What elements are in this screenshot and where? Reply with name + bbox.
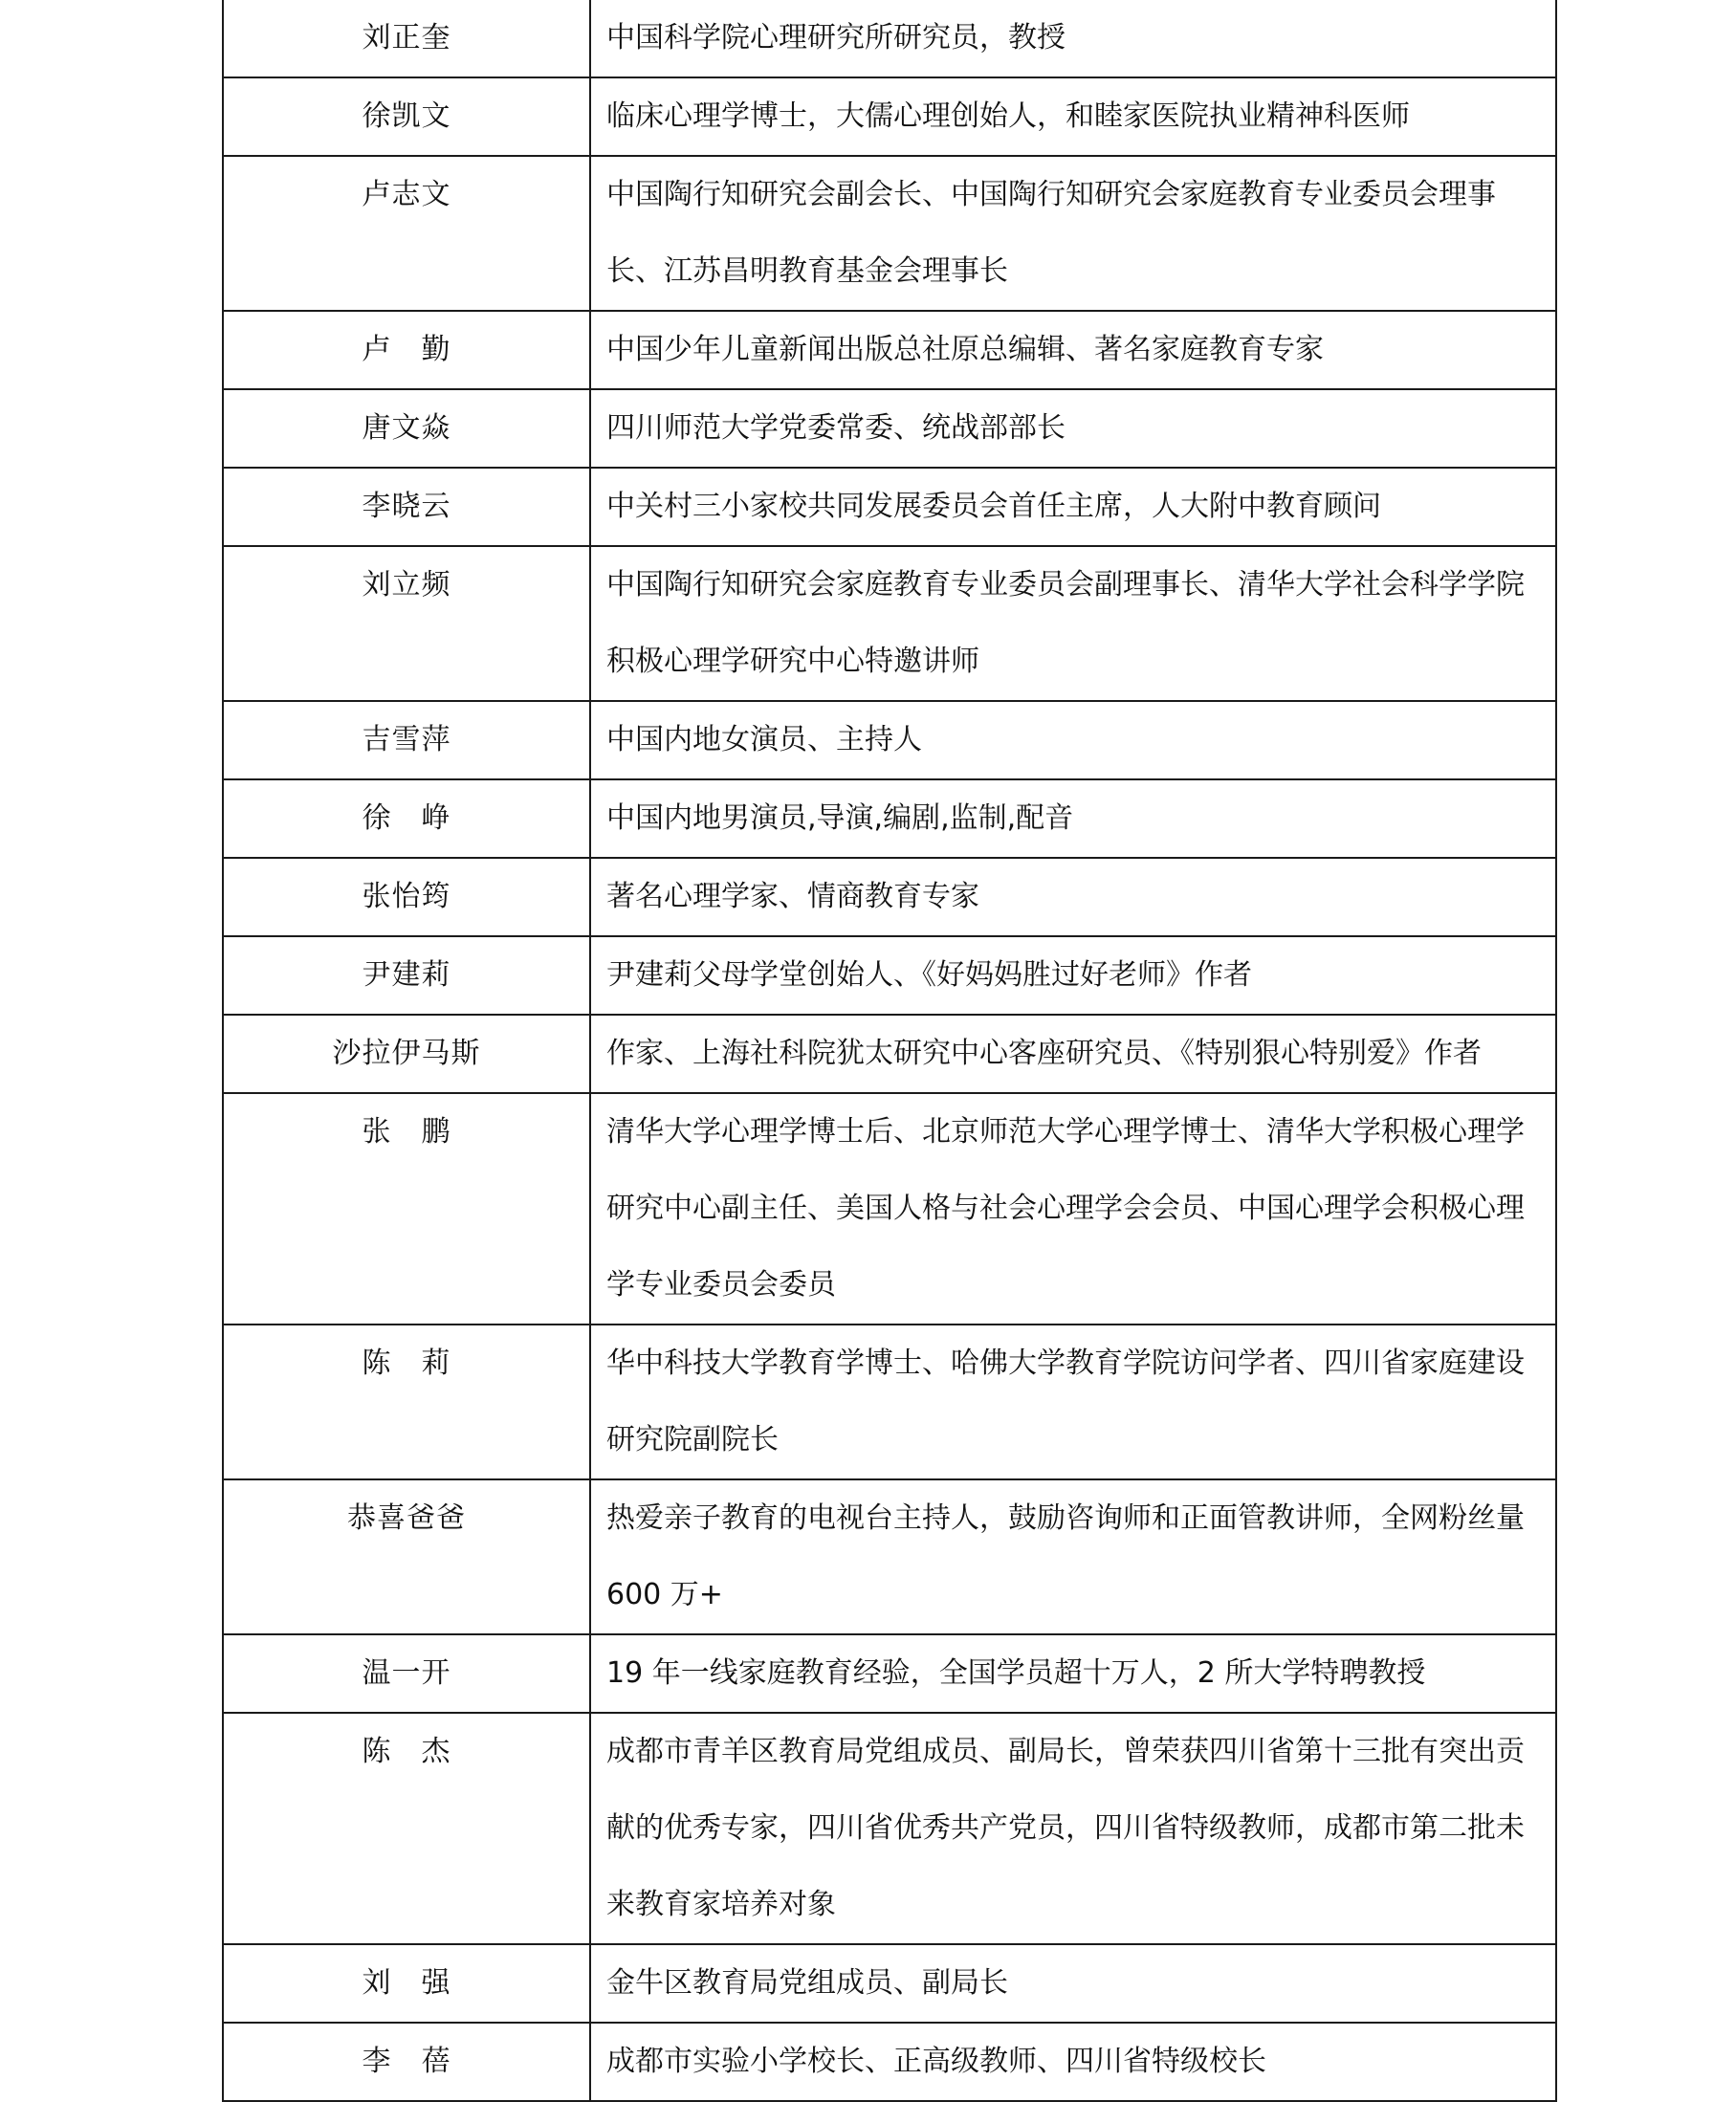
name-cell [223,1325,590,1479]
desc-cell [590,77,1556,156]
table-row [223,2023,1556,2101]
desc-cell [590,701,1556,779]
table-row [223,701,1556,779]
expert-name: 徐凯文 [362,99,451,133]
expert-name: 温一开 [362,1656,451,1690]
table-row [223,858,1556,936]
expert-description: 中国陶行知研究会副会长、中国陶行知研究会家庭教育专业委员会理事长、江苏昌明教育基金会理事长 [606,178,1496,288]
desc-cell [590,2023,1556,2101]
name-cell [223,1944,590,2023]
expert-description: 19 年一线家庭教育经验，全国学员超十万人，2 所大学特聘教授 [606,1656,1426,1690]
table-row [223,468,1556,546]
table-row [223,311,1556,389]
expert-name: 吉雪萍 [362,723,451,756]
name-cell [223,701,590,779]
expert-description: 热爱亲子教育的电视台主持人，鼓励咨询师和正面管教讲师，全网粉丝量 600 万+ [606,1501,1525,1611]
name-cell [223,468,590,546]
expert-description: 华中科技大学教育学博士、哈佛大学教育学院访问学者、四川省家庭建设研究院副院长 [606,1347,1525,1456]
name-cell [223,858,590,936]
expert-name: 尹建莉 [362,958,451,992]
desc-cell [590,1713,1556,1944]
name-cell [223,0,590,77]
expert-description: 清华大学心理学博士后、北京师范大学心理学博士、清华大学积极心理学研究中心副主任、美国人格与社会心理学会会员、中国心理学会积极心理学专业委员会委员 [606,1115,1525,1302]
table-row [223,546,1556,701]
expert-description: 作家、上海社科院犹太研究中心客座研究员、《特别狠心特别爱》作者 [606,1037,1482,1070]
expert-name: 卢 勤 [362,333,451,366]
expert-name: 徐 峥 [362,801,451,835]
name-cell [223,389,590,468]
desc-cell [590,546,1556,701]
expert-description: 中国陶行知研究会家庭教育专业委员会副理事长、清华大学社会科学学院积极心理学研究中心特邀讲师 [606,568,1525,678]
table-row [223,1015,1556,1093]
name-cell [223,1479,590,1634]
expert-description: 四川师范大学党委常委、统战部部长 [606,411,1066,445]
table-row [223,1713,1556,1944]
desc-cell [590,389,1556,468]
expert-name: 陈 杰 [362,1735,451,1768]
expert-description: 成都市青羊区教育局党组成员、副局长，曾荣获四川省第十三批有突出贡献的优秀专家，四川省优秀共产党员，四川省特级教师，成都市第二批未来教育家培养对象 [606,1735,1525,1921]
expert-name: 刘 强 [362,1966,451,2000]
table-row [223,77,1556,156]
expert-description: 中国科学院心理研究所研究员，教授 [606,21,1066,55]
desc-cell [590,779,1556,858]
desc-cell [590,1015,1556,1093]
table-row [223,1634,1556,1713]
table-row [223,1944,1556,2023]
name-cell [223,77,590,156]
expert-description: 中国内地女演员、主持人 [606,723,922,756]
desc-cell [590,1634,1556,1713]
expert-name: 刘正奎 [362,21,451,55]
table-row [223,1479,1556,1634]
name-cell [223,1634,590,1713]
table-row [223,389,1556,468]
desc-cell [590,311,1556,389]
table-row [223,1093,1556,1325]
name-cell [223,779,590,858]
expert-description: 临床心理学博士，大儒心理创始人，和睦家医院执业精神科医师 [606,99,1410,133]
expert-table [222,0,1557,2102]
name-cell [223,1015,590,1093]
table-row [223,0,1556,77]
expert-description: 著名心理学家、情商教育专家 [606,880,979,913]
expert-name: 李 蓓 [362,2045,451,2078]
desc-cell [590,0,1556,77]
expert-name: 唐文焱 [362,411,451,445]
expert-name: 刘立频 [362,568,451,602]
expert-name: 卢志文 [362,178,451,211]
expert-name: 陈 莉 [362,1347,451,1380]
table-row [223,1325,1556,1479]
expert-description: 成都市实验小学校长、正高级教师、四川省特级校长 [606,2045,1266,2078]
desc-cell [590,468,1556,546]
desc-cell [590,1944,1556,2023]
expert-description: 中国内地男演员,导演,编剧,监制,配音 [606,801,1074,835]
name-cell [223,936,590,1015]
name-cell [223,2023,590,2101]
desc-cell [590,1479,1556,1634]
expert-description: 中国少年儿童新闻出版总社原总编辑、著名家庭教育专家 [606,333,1324,366]
desc-cell [590,936,1556,1015]
table-row [223,779,1556,858]
expert-name: 李晓云 [362,490,451,523]
expert-name: 恭喜爸爸 [347,1501,466,1535]
table-row [223,936,1556,1015]
expert-description: 尹建莉父母学堂创始人、《好妈妈胜过好老师》作者 [606,958,1252,992]
name-cell [223,1093,590,1325]
name-cell [223,156,590,311]
desc-cell [590,858,1556,936]
expert-name: 张怡筠 [362,880,451,913]
table-row [223,156,1556,311]
name-cell [223,546,590,701]
name-cell [223,311,590,389]
expert-description: 中关村三小家校共同发展委员会首任主席，人大附中教育顾问 [606,490,1381,523]
expert-name: 张 鹏 [362,1115,451,1149]
desc-cell [590,156,1556,311]
expert-name: 沙拉伊马斯 [332,1037,481,1070]
expert-description: 金牛区教育局党组成员、副局长 [606,1966,1008,2000]
desc-cell [590,1325,1556,1479]
name-cell [223,1713,590,1944]
desc-cell [590,1093,1556,1325]
